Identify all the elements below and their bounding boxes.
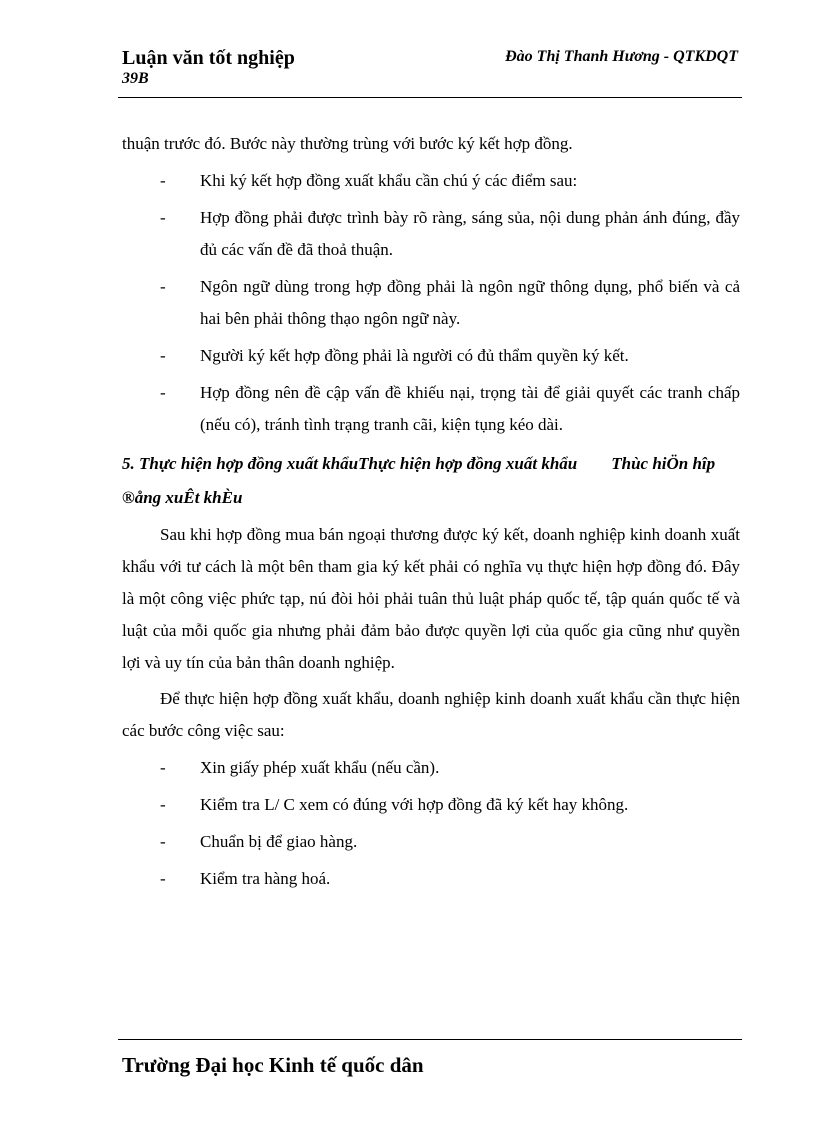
bullet-dash: - — [160, 758, 166, 777]
page-body — [122, 128, 740, 895]
list-item-text: Người ký kết hợp đồng phải là người có đủ thẩm quyền ký kết. — [200, 346, 629, 365]
list-item-text: Hợp đồng nên đề cập vấn đề khiếu nại, trọng tài để giải quyết các tranh chấp (nếu có), tránh tình trạng tranh cãi, kiện tụng kéo dài. — [200, 383, 740, 434]
list-item — [122, 340, 740, 372]
bullet-dash: - — [160, 171, 166, 190]
list-item — [122, 752, 740, 784]
list-item-text: Hợp đồng phải được trình bày rõ ràng, sáng sủa, nội dung phản ánh đúng, đầy đủ các vấn đề đã thoả thuận. — [200, 208, 740, 259]
header-class: 39B — [122, 70, 149, 87]
bullet-dash: - — [160, 208, 166, 227]
paragraph: Sau khi hợp đồng mua bán ngoại thương được ký kết, doanh nghiệp kinh doanh xuất khẩu với tư cách là một bên tham gia ký kết phải có nghĩa vụ thực hiện hợp đồng đó. Đây là một công việc phức tạp, nú đòi hỏi phải tuân thủ luật pháp quốc tế, tập quán quốc tế và luật của mỗi quốc gia nhưng phải đảm bảo được quyền lợi của quốc gia cũng như quyền lợi và uy tín của bản thân doanh nghiệp. — [122, 525, 740, 672]
list-item — [122, 271, 740, 335]
header-author: Đào Thị Thanh Hương - QTKDQT — [505, 48, 738, 65]
list-item-text: Kiểm tra hàng hoá. — [200, 869, 331, 888]
paragraph: Để thực hiện hợp đồng xuất khẩu, doanh nghiệp kinh doanh xuất khẩu cần thực hiện các bước công việc sau: — [122, 689, 740, 740]
section-heading-text: 5. Thực hiện hợp đồng xuất khẩuThực hiện hợp đồng xuất khẩu — [122, 454, 578, 473]
list-item-text: Chuẩn bị để giao hàng. — [200, 832, 358, 851]
header-title: Luận văn tốt nghiệp — [122, 47, 295, 69]
list-item — [122, 165, 740, 197]
paragraph-continuation: thuận trước đó. Bước này thường trùng với bước ký kết hợp đồng. — [122, 134, 573, 153]
list-item-text: Xin giấy phép xuất khẩu (nếu cần). — [200, 758, 440, 777]
bullet-dash: - — [160, 795, 166, 814]
list-item — [122, 789, 740, 821]
footer-university: Trường Đại học Kinh tế quốc dân — [122, 1053, 424, 1077]
list-item — [122, 863, 740, 895]
footer-rule — [118, 1039, 742, 1040]
bullet-dash: - — [160, 277, 166, 296]
list-item — [122, 202, 740, 266]
list-item-text: Kiểm tra L/ C xem có đúng với hợp đồng đã ký kết hay không. — [200, 795, 629, 814]
section-heading — [122, 447, 740, 515]
list-item-text: Ngôn ngữ dùng trong hợp đồng phải là ngôn ngữ thông dụng, phổ biến và cả hai bên phải thông thạo ngôn ngữ này. — [200, 277, 740, 328]
section-heading-garbled: Thùc hiÖn hîp ®ång xuÊt khÈu — [122, 454, 716, 507]
bullet-dash: - — [160, 832, 166, 851]
list-item — [122, 377, 740, 441]
header-left — [122, 46, 295, 88]
list-item-text: Khi ký kết hợp đồng xuất khẩu cần chú ý các điểm sau: — [200, 171, 578, 190]
bullet-dash: - — [160, 346, 166, 365]
bullet-dash: - — [160, 383, 166, 402]
bullet-dash: - — [160, 869, 166, 888]
list-item — [122, 826, 740, 858]
header-rule — [118, 97, 742, 98]
